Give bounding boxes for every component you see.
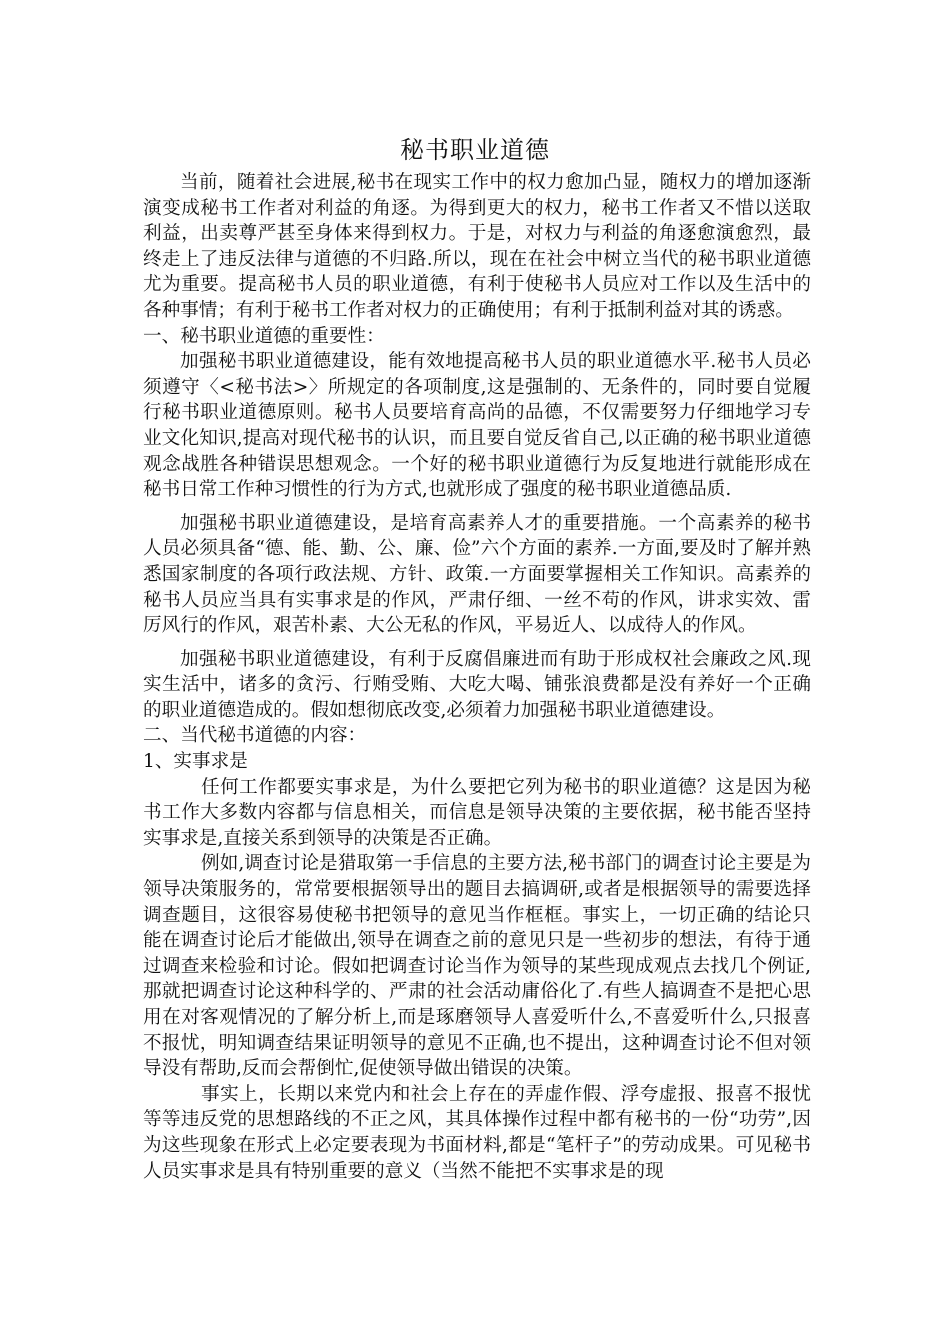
- document-title: 秘书职业道德: [400, 136, 550, 164]
- paragraph-importance-1: 加强秘书职业道德建设，能有效地提高秘书人员的职业道德水平.秘书人员必须遵守〈<秘书法>〉所规定的各项制度,这是强制的、无条件的，同时要自觉履行秘书职业道德原则。秘书人员要培育高尚的品德，不仅需要努力仔细地学习专业文化知识,提高对现代秘书的认识，而且要自觉反省自己,以正确的秘书职业道德观念战胜各种错误思想观念。一个好的秘书职业道德行为反复地进行就能形成在秘书日常工作种习惯性的行为方式,也就形成了强度的秘书职业道德品质.: [143, 351, 811, 501]
- document-body: [143, 170, 811, 1184]
- paragraph-content-3: 事实上，长期以来党内和社会上存在的弄虚作假、浮夸虚报、报喜不报忧等等违反党的思想路线的不正之风，其具体操作过程中都有秘书的一份“功劳”,因为这些现象在形式上必定要表现为书面材料,都是“笔杆子”的劳动成果。可见秘书人员实事求是具有特别重要的意义（当然不能把不实事求是的现: [143, 1083, 811, 1182]
- paragraph-importance-3: 加强秘书职业道德建设，有利于反腐倡廉进而有助于形成权社会廉政之风.现实生活中，诸多的贪污、行贿受贿、大吃大喝、铺张浪费都是没有养好一个正确的职业道德造成的。假如想彻底改变,必须着力加强秘书职业道德建设。: [143, 648, 811, 721]
- subsection-heading-1: 1、实事求是: [143, 751, 248, 773]
- paragraph-importance-2: 加强秘书职业道德建设，是培育高素养人才的重要措施。一个高素养的秘书人员必须具备“德、能、勤、公、廉、俭”六个方面的素养.一方面,要及时了解并熟悉国家制度的各项行政法规、方针、政策.一方面要掌握相关工作知识。高素养的秘书人员应当具有实事求是的作风，严肃仔细、一丝不苟的作风，讲求实效、雷厉风行的作风，艰苦朴素、大公无私的作风，平易近人、以成待人的作风。: [143, 512, 811, 637]
- section-heading-1: 一、秘书职业道德的重要性：: [143, 325, 385, 347]
- paragraph-content-2: 例如,调查讨论是猎取第一手信息的主要方法,秘书部门的调查讨论主要是为领导决策服务的，常常要根据领导出的题目去搞调研,或者是根据领导的需要选择调查题目，这很容易使秘书把领导的意见当作框框。事实上，一切正确的结论只能在调查讨论后才能做出,领导在调查之前的意见只是一些初步的想法，有待于通过调查来检验和讨论。假如把调查讨论当作为领导的某些现成观点去找几个例证,那就把调查讨论这种科学的、严肃的社会活动庸俗化了.有些人搞调查不是把心思用在对客观情况的了解分析上,而是琢磨领导人喜爱听什么,不喜爱听什么,只报喜不报忧，明知调查结果证明领导的意见不正确,也不提出，这种调查讨论不但对领导没有帮助,反而会帮倒忙,促使领导做出错误的决策。: [143, 853, 811, 1080]
- section-heading-2: 二、当代秘书道德的内容：: [143, 725, 367, 747]
- paragraph-intro: 当前，随着社会进展,秘书在现实工作中的权力愈加凸显，随权力的增加逐渐演变成秘书工作者对利益的角逐。为得到更大的权力，秘书工作者又不惜以送取利益，出卖尊严甚至身体来得到权力。于是，对权力与利益的角逐愈演愈烈，最终走上了违反法律与道德的不归路.所以，现在在社会中树立当代的秘书职业道德尤为重要。提高秘书人员的职业道德，有利于使秘书人员应对工作以及生活中的各种事情；有利于秘书工作者对权力的正确使用；有利于抵制利益对其的诱惑。: [143, 172, 811, 321]
- paragraph-content-1: 任何工作都要实事求是，为什么要把它列为秘书的职业道德？这是因为秘书工作大多数内容都与信息相关，而信息是领导决策的主要依据，秘书能否坚持实事求是,直接关系到领导的决策是否正确。: [143, 776, 811, 849]
